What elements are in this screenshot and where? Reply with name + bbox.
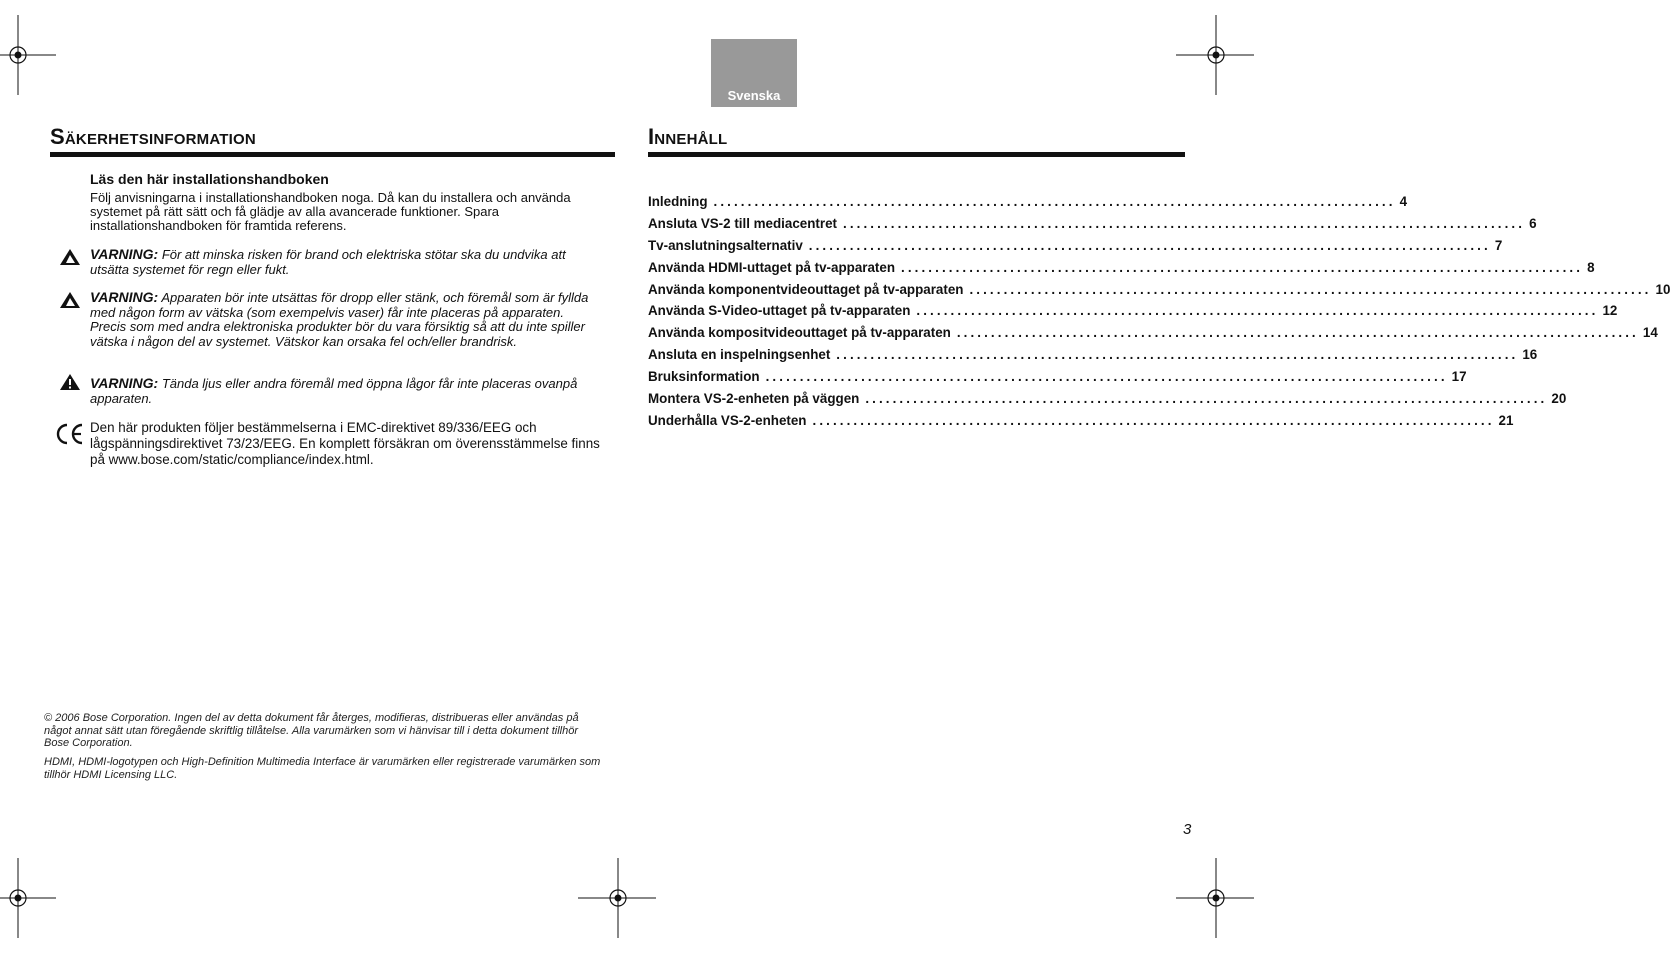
toc-dot-leader: .................................................................................................... — [713, 194, 1396, 209]
toc-entry[interactable] — [648, 347, 1538, 369]
warning-2-label: VARNING: — [90, 289, 159, 305]
warning-3-text: Tända ljus eller andra föremål med öppna lågor får inte placeras ovanpå apparaten. — [90, 376, 578, 406]
toc-entry-title: Använda kompositvideouttaget på tv-apparaten — [648, 325, 951, 341]
registration-mark-top-left — [0, 15, 58, 95]
warning-1 — [90, 247, 600, 277]
toc-entry-title: Tv-anslutningsalternativ — [648, 237, 803, 253]
contents-heading: Innehåll — [648, 124, 728, 149]
toc-entry-title: Bruksinformation — [648, 369, 760, 385]
toc-entry-title: Inledning — [648, 194, 708, 209]
ce-mark-icon — [55, 423, 85, 445]
toc-entry[interactable] — [648, 303, 1618, 325]
warning-2-text: Apparaten bör inte utsättas för dropp eller stänk, och föremål som är fyllda med någon form av vätska (som exempelvis vaser) får inte placeras på apparaten. Precis som med andra elektroniska produkter bör du vara försiktig så att du inte spiller vätska i någon del av systemet. Vätskor kan orsaka fel och/eller brandrisk. — [90, 290, 589, 349]
warning-1-label: VARNING: — [90, 246, 159, 262]
toc-entry[interactable] — [648, 259, 1595, 282]
toc-entry-title: Använda HDMI-uttaget på tv-apparaten — [648, 259, 896, 275]
toc-entry[interactable] — [648, 237, 1503, 260]
toc-entry[interactable] — [648, 412, 1514, 435]
toc-entry-title: Underhålla VS-2-enheten — [648, 412, 807, 428]
safety-heading-rule — [50, 152, 615, 157]
registration-mark-bottom-left — [0, 858, 58, 938]
toc-entry-page: 6 — [1529, 215, 1537, 231]
toc-dot-leader: .................................................................................................... — [836, 347, 1519, 363]
toc-entry[interactable] — [648, 391, 1567, 413]
page-number: 3 — [1183, 821, 1192, 838]
toc-entry[interactable] — [648, 215, 1537, 238]
toc-dot-leader: .................................................................................................... — [843, 215, 1526, 231]
toc-entry-page: 20 — [1551, 391, 1567, 407]
toc-entry[interactable] — [648, 369, 1467, 391]
toc-dot-leader: .................................................................................................... — [765, 369, 1448, 385]
safety-heading: Säkerhetsinformation — [50, 124, 256, 149]
toc-entry[interactable] — [648, 281, 1670, 304]
toc-entry-page: 10 — [1655, 281, 1670, 297]
toc-dot-leader: .................................................................................................... — [812, 412, 1495, 428]
toc-entry-page: 8 — [1587, 259, 1595, 275]
warning-3-label: VARNING: — [90, 375, 159, 391]
toc-dot-leader: .................................................................................................... — [865, 391, 1548, 407]
toc-dot-leader: .................................................................................................... — [969, 281, 1652, 297]
toc-entry-page: 12 — [1602, 303, 1618, 319]
toc-dot-leader: .................................................................................................... — [956, 325, 1639, 341]
toc-entry[interactable] — [648, 325, 1658, 347]
warning-triangle-icon — [59, 291, 81, 309]
toc-entry-page: 14 — [1642, 325, 1658, 341]
warning-3 — [90, 376, 600, 406]
table-of-contents — [648, 194, 1670, 435]
registration-mark-bottom-right — [1176, 858, 1256, 938]
toc-entry-title: Montera VS-2-enheten på väggen — [648, 391, 860, 407]
safety-intro: Följ anvisningarna i installationshandboken noga. Då kan du installera och använda systemet på rätt sätt och få glädje av alla avancerade funktioner. Spara installationshandboken för framtida referens. — [90, 190, 571, 233]
toc-entry-page: 7 — [1494, 237, 1503, 253]
toc-entry-page: 16 — [1522, 347, 1538, 363]
warning-2 — [90, 290, 600, 349]
toc-entry-page: 4 — [1399, 194, 1408, 209]
toc-entry[interactable] — [648, 194, 1408, 216]
hdmi-trademark-notice: HDMI, HDMI-logotypen och High-Definition Multimedia Interface är varumärken eller registrerade varumärken som tillhör HDMI Licensing LLC. — [44, 756, 601, 781]
registration-mark-top-right — [1176, 15, 1256, 95]
warning-1-text: För att minska risken för brand och elektriska stötar ska du undvika att utsätta systemet för regn eller fukt. — [90, 247, 566, 277]
toc-entry-title: Använda komponentvideouttaget på tv-apparaten — [648, 281, 964, 297]
language-tab — [711, 39, 797, 107]
language-tab-label: Svenska — [727, 88, 781, 103]
contents-heading-rule — [648, 152, 1185, 157]
toc-dot-leader: .................................................................................................... — [901, 259, 1584, 275]
registration-mark-bottom-center — [578, 858, 658, 938]
toc-entry-title: Ansluta en inspelningsenhet — [648, 347, 831, 363]
toc-dot-leader: .................................................................................................... — [916, 303, 1599, 319]
fire-warning-icon — [59, 373, 81, 391]
toc-entry-page: 21 — [1498, 412, 1514, 428]
toc-entry-page: 17 — [1451, 369, 1467, 385]
toc-entry-title: Använda S-Video-uttaget på tv-apparaten — [648, 303, 911, 319]
copyright-notice: © 2006 Bose Corporation. Ingen del av detta dokument får återges, modifieras, distribueras eller användas på något annat sätt utan föregående skriftlig tillåtelse. Alla varumärken som vi hänvisar till i detta dokument tillhör Bose Corporation. — [44, 712, 579, 749]
toc-entry-title: Ansluta VS-2 till mediacentret — [648, 215, 838, 231]
safety-subheading: Läs den här installationshandboken — [90, 171, 329, 187]
toc-dot-leader: .................................................................................................... — [808, 237, 1491, 253]
warning-triangle-icon — [59, 248, 81, 266]
ce-compliance-text: Den här produkten följer bestämmelserna i EMC-direktivet 89/336/EEG och lågspänningsdirektivet 73/23/EEG. En komplett försäkran om överensstämmelse finns på www.bose.com/static/compliance/index.html. — [90, 420, 600, 467]
